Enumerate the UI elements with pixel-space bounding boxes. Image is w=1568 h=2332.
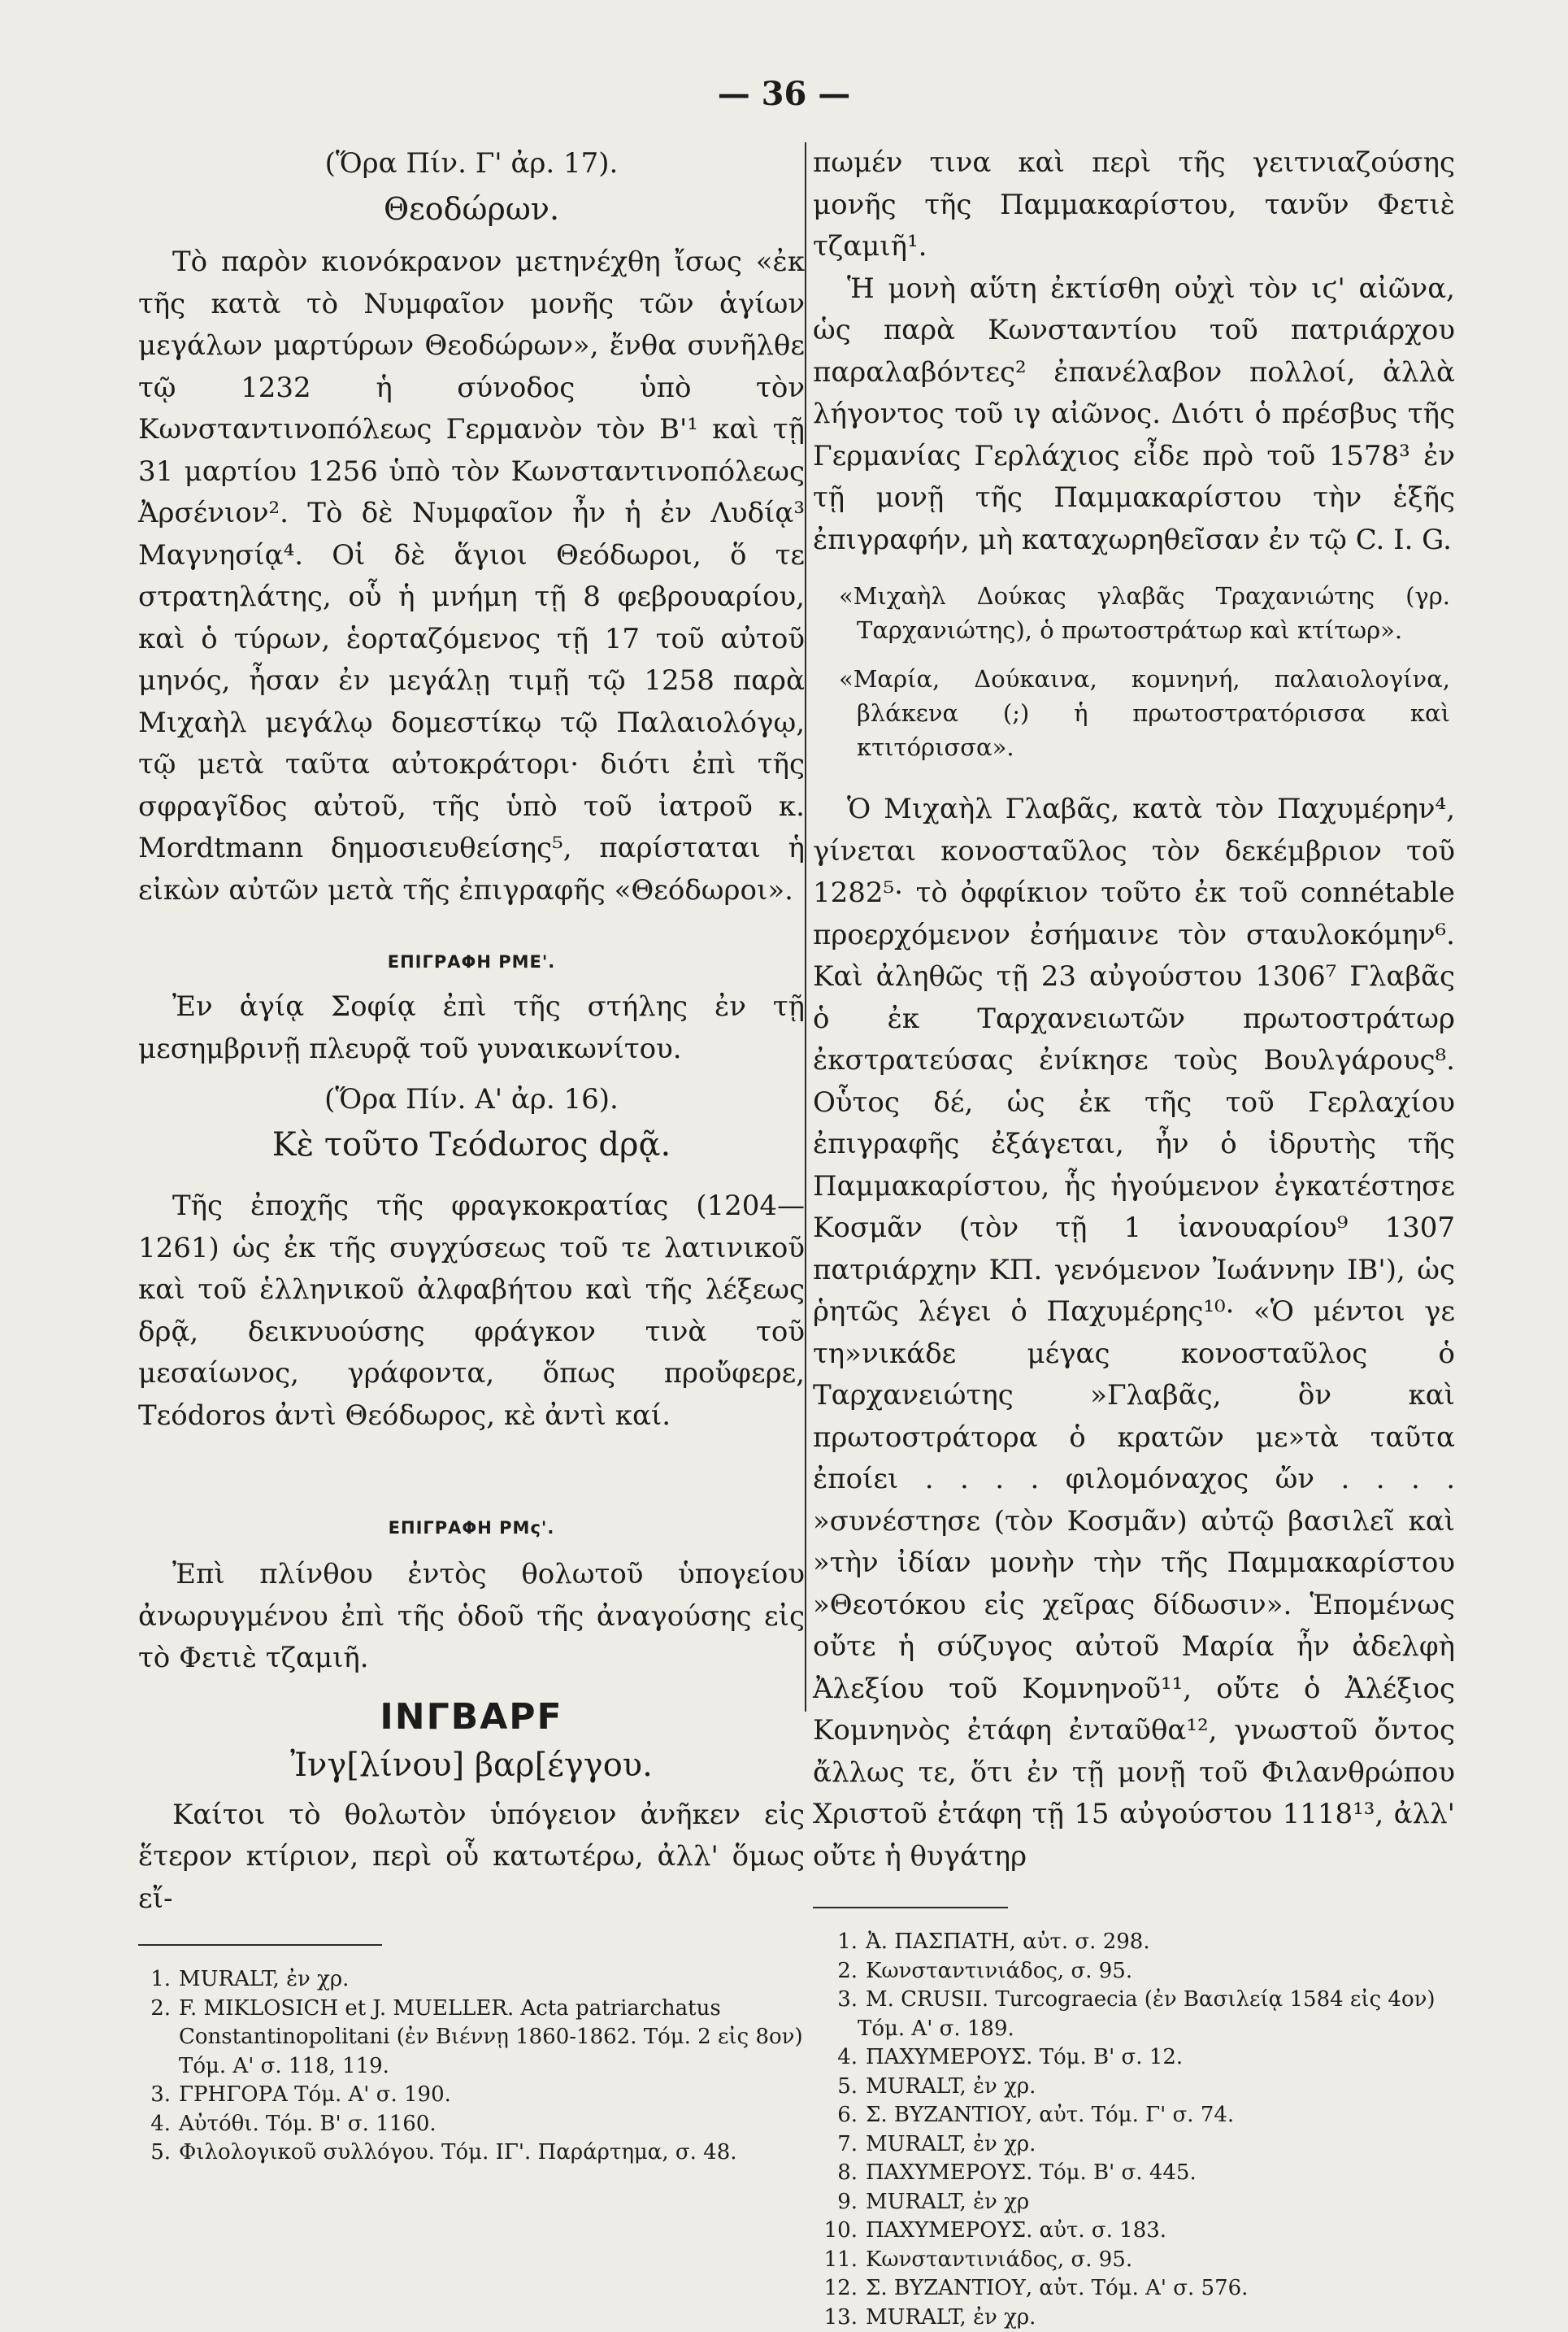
footnote: 11. Κωνσταντινιάδος, σ. 95.	[813, 2246, 1455, 2275]
right-column	[813, 142, 1455, 2216]
footnote: 10. ΠΑΧΥΜΕΡΟΥΣ. αὐτ. σ. 183.	[813, 2217, 1455, 2246]
footnote: 7. MURALT, ἐν χρ.	[813, 2130, 1455, 2160]
inscription-capitals: ΙΝΓΒΑΡF	[138, 1696, 805, 1738]
paragraph-theodoroi: Τὸ παρὸν κιονόκρανον μετηνέχθη ἴσως «ἐκ τῆς κατὰ τὸ Νυμφαῖον μονῆς τῶν ἁγίων μεγάλων μαρτύρων Θεοδώρων», ἔνθα συνῆλθε τῷ 1232 ἡ σύνοδος ὑπὸ τὸν Κωνσταντινοπόλεως Γερμανὸν τὸν Β'¹ καὶ τῇ 31 μαρτίου 1256 ὑπὸ τὸν Κωνσταντινοπόλεως Ἀρσένιον². Τὸ δὲ Νυμφαῖον ἦν ἡ ἐν Λυδίᾳ³ Μαγνησίᾳ⁴. Οἱ δὲ ἅγιοι Θεόδωροι, ὅ τε στρατηλάτης, οὗ ἡ μνήμη τῇ 8 φεβρουαρίου, καὶ ὁ τύρων, ἑορταζόμενος τῇ 17 τοῦ αὐτοῦ μηνός, ἦσαν ἐν μεγάλῃ τιμῇ τῷ 1258 παρὰ Μιχαὴλ μεγάλῳ δομεστίκῳ τῷ Παλαιολόγῳ, τῷ μετὰ ταῦτα αὐτοκράτορι· διότι ἐπὶ τῆς σφραγῖδος αὐτοῦ, τῆς ὑπὸ τοῦ ἰατροῦ κ. Mordtmann δημοσιευθείσης⁵, παρίσταται ἡ εἰκὼν αὐτῶν μετὰ τῆς ἐπιγραφῆς «Θεόδωροι».	[138, 241, 805, 911]
footnote: 3. M. CRUSII. Turcograecia (ἐν Βασιλείᾳ 1584 εἰς 4ον) Τόμ. Α' σ. 189.	[813, 1986, 1455, 2043]
footnote: 8. ΠΑΧΥΜΕΡΟΥΣ. Τόμ. Β' σ. 445.	[813, 2159, 1455, 2188]
footnote: 12. Σ. ΒΥΖΑΝΤΙΟΥ, αὐτ. Τόμ. Α' σ. 576.	[813, 2274, 1455, 2304]
footnotes-right	[813, 1928, 1455, 2332]
footnote: 4. Αὐτόθι. Τόμ. Β' σ. 1160.	[138, 2110, 805, 2139]
paragraph-vault: Καίτοι τὸ θολωτὸν ὑπόγειον ἀνῆκεν εἰς ἕτερον κτίριον, περὶ οὗ κατωτέρω, ἀλλ' ὅμως εἴ-	[138, 1795, 805, 1921]
quote-michael-doukas: «Μιχαὴλ Δούκας γλαβᾶς Τραχανιώτης (γρ. Ταρχανιώτης), ὁ πρωτοστράτωρ καὶ κτίτωρ».	[813, 579, 1455, 647]
left-column	[138, 142, 805, 2216]
footnote: 9. MURALT, ἐν χρ	[813, 2188, 1455, 2217]
footnote-rule-left	[138, 1944, 382, 1946]
location-hagia-sophia: Ἐν ἁγίᾳ Σοφίᾳ ἐπὶ τῆς στήλης ἐν τῇ μεσημβρινῇ πλευρᾷ τοῦ γυναικωνίτου.	[138, 986, 805, 1070]
footnote: 6. Σ. ΒΥΖΑΝΤΙΟΥ, αὐτ. Τόμ. Γ' σ. 74.	[813, 2101, 1455, 2130]
paragraph-michael-glabas: Ὁ Μιχαὴλ Γλαβᾶς, κατὰ τὸν Παχυμέρην⁴, γίνεται κονοσταῦλος τὸν δεκέμβριον τοῦ 1282⁵· τὸ ὀφφίκιον τοῦτο ἐκ τοῦ connétable προερχόμενον ἐσήμαινε τὸν σταυλοκόμην⁶. Καὶ ἀληθῶς τῇ 23 αὐγούστου 1306⁷ Γλαβᾶς ὁ ἐκ Ταρχανειωτῶν πρωτοστράτωρ ἐκστρατεύσας ἐνίκησε τοὺς Βουλγάρους⁸. Οὗτος δέ, ὡς ἐκ τῆς τοῦ Γερλαχίου ἐπιγραφῆς ἐξάγεται, ἦν ὁ ἱδρυτὴς τῆς Παμμακαρίστου, ἧς ἡγούμενον ἐγκατέστησε Κοσμᾶν (τὸν τῇ 1 ἰανουαρίου⁹ 1307 πατριάρχην ΚΠ. γενόμενον Ἰωάννην ΙΒ'), ὡς ῥητῶς λέγει ὁ Παχυμέρης¹⁰· «Ὁ μέντοι γε τη»νικάδε μέγας κονοσταῦλος ὁ Ταρχανειώτης »Γλαβᾶς, ὃν καὶ πρωτοστράτορα ὁ κρατῶν με»τὰ ταῦτα ἐποίει . . . . φιλομόναχος ὤν . . . . »συνέστησε (τὸν Κοσμᾶν) αὐτῷ βασιλεῖ καὶ »τὴν ἰδίαν μονὴν τὴν τῆς Παμμακαρίστου »Θεοτόκου εἰς χεῖρας δίδωσιν». Ἑπομένως οὔτε ἡ σύζυγος αὐτοῦ Μαρία ἦν ἀδελφὴ Ἀλεξίου τοῦ Κομνηνοῦ¹¹, οὔτε ὁ Ἀλέξιος Κομνηνὸς ἐτάφη ἐνταῦθα¹², γνωστοῦ ὄντος ἄλλως τε, ὅτι ἐν τῇ μονῇ τοῦ Φιλανθρώπου Χριστοῦ ἐτάφη τῇ 15 αὐγούστου 1118¹³, ἀλλ' οὔτε ἡ θυγάτηρ	[813, 789, 1455, 1877]
footnote: 4. ΠΑΧΥΜΕΡΟΥΣ. Τόμ. Β' σ. 12.	[813, 2043, 1455, 2073]
inscription-text-theodoron: Θεοδώρων.	[138, 186, 805, 232]
inscription-heading-146: ΕΠΙΓΡΑΦΗ ΡΜς'.	[138, 1518, 805, 1538]
paragraph-pammakaristos-intro: πωμέν τινα καὶ περὶ τῆς γειτνιαζούσης μονῆς τῆς Παμμακαρίστου, τανῦν Φετιὲ τζαμιῆ¹.	[813, 142, 1455, 268]
page-number: — 36 —	[0, 75, 1568, 113]
inscription-text-teodoros: Kὲ τοῦτο Τεόdωrος dρᾷ.	[138, 1120, 805, 1169]
inscription-heading-145: ΕΠΙΓΡΑΦΗ ΡΜΕ'.	[138, 952, 805, 972]
footnote: 1. Ἀ. ΠΑΣΠΑΤΗ, αὐτ. σ. 298.	[813, 1928, 1455, 1957]
footnote-rule-right	[813, 1907, 1008, 1908]
footnotes-left	[138, 1965, 805, 2168]
location-brick-vault: Ἐπὶ πλίνθου ἐντὸς θολωτοῦ ὑπογείου ἀνωρυγμένου ἐπὶ τῆς ὁδοῦ τῆς ἀναγούσης εἰς τὸ Φετιὲ τζαμιῆ.	[138, 1554, 805, 1680]
footnote: 5. MURALT, ἐν χρ.	[813, 2073, 1455, 2102]
plate-reference-2: (Ὅρα Πίν. Α' ἀρ. 16).	[138, 1078, 805, 1120]
footnote: 3. ΓΡΗΓΟΡΑ Τόμ. Α' σ. 190.	[138, 2081, 805, 2110]
footnote: 5. Φιλολογικοῦ συλλόγου. Τόμ. ΙΓ'. Παράρτημα, σ. 48.	[138, 2138, 805, 2168]
footnote: 2. Κωνσταντινιάδος, σ. 95.	[813, 1957, 1455, 1986]
column-divider	[805, 142, 806, 1712]
paragraph-frankish-period: Τῆς ἐποχῆς τῆς φραγκοκρατίας (1204—1261) ὡς ἐκ τῆς συγχύσεως τοῦ τε λατινικοῦ καὶ τοῦ ἑλληνικοῦ ἀλφαβήτου καὶ τῆς λέξεως δρᾷ, δεικνυούσης φράγκον τινὰ τοῦ μεσαίωνος, γράφοντα, ὅπως προὔφερε, Τεόdoros ἀντὶ Θεόδωρος, κὲ ἀντὶ καί.	[138, 1186, 805, 1437]
quote-maria: «Μαρία, Δούκαινα, κομνηνή, παλαιολογίνα, βλάκενα (;) ἡ πρωτοστρατόρισσα καὶ κτιτόρισσα».	[813, 662, 1455, 764]
plate-reference-1: (Ὅρα Πίν. Γ' ἀρ. 17).	[138, 142, 805, 185]
footnote: 13. MURALT, ἐν χρ.	[813, 2304, 1455, 2332]
paragraph-monastery-founding: Ἡ μονὴ αὕτη ἐκτίσθη οὐχὶ τὸν ιϛ' αἰῶνα, ὡς παρὰ Κωνσταντίου τοῦ πατριάρχου παραλαβόντες² ἐπανέλαβον πολλοί, ἀλλὰ λήγοντος τοῦ ιγ αἰῶνος. Διότι ὁ πρέσβυς τῆς Γερμανίας Γερλάχιος εἶδε πρὸ τοῦ 1578³ ἐν τῇ μονῇ τῆς Παμμακαρίστου τὴν ἑξῆς ἐπιγραφήν, μὴ καταχωρηθεῖσαν ἐν τῷ C. I. G.	[813, 268, 1455, 562]
footnote: 1. MURALT, ἐν χρ.	[138, 1965, 805, 1995]
inscription-reading: Ἰνγ[λίνου] βαρ[έγγου.	[138, 1741, 805, 1790]
footnote: 2. F. MIKLOSICH et J. MUELLER. Acta patriarchatus Constantinopolitani (ἐν Βιέννῃ 1860-1862. Τόμ. 2 εἰς 8ον) Τόμ. Α' σ. 118, 119.	[138, 1995, 805, 2082]
